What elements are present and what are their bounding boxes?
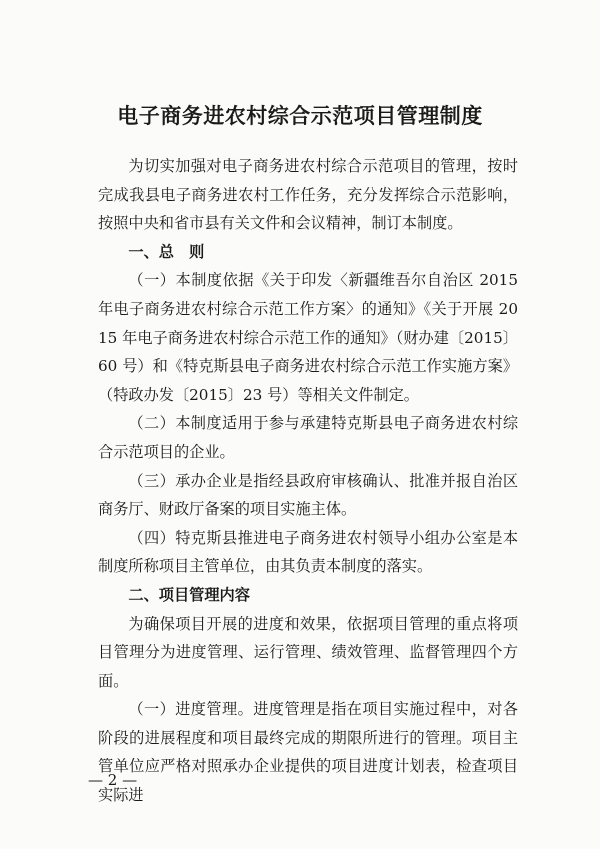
clause-paragraph-4: （四）特克斯县推进电子商务进农村领导小组办公室是本制度所称项目主管单位，由其负责本制度的落实。 [98,528,518,576]
progress-management-paragraph: （一）进度管理。进度管理是指在项目实施过程中，对各阶段的进展程度和项目最终完成的期限所进行的管理。项目主管单位应严格对照承办企业提供的项目进度计划表，检查项目实际进 [98,700,518,805]
clause-paragraph-1: （一）本制度依据《关于印发〈新疆维吾尔自治区 2015 年电子商务进农村综合示范工作方案〉的通知》《关于开展 2015 年电子商务进农村综合示范工作的通知》（财办建〔2015〕60 号）和《特克斯县电子商务进农村综合示范工作实施方案》（特政办发〔2015〕23 号）等相关文件制定。 [98,271,518,404]
management-intro-paragraph: 为确保项目开展的进度和效果，依据项目管理的重点将项目管理分为进度管理、运行管理、绩效管理、监督管理四个方面。 [98,614,518,690]
document-body [98,152,518,810]
page-number: — 2 — [88,771,138,789]
clause-paragraph-3: （三）承办企业是指经县政府审核确认、批准并报自治区商务厅、财政厅备案的项目实施主体。 [98,471,518,519]
clause-paragraph-2: （二）本制度适用于参与承建特克斯县电子商务进农村综合示范项目的企业。 [98,414,518,461]
intro-paragraph: 为切实加强对电子商务进农村综合示范项目的管理，按时完成我县电子商务进农村工作任务，充分发挥综合示范影响，按照中央和省市县有关文件和会议精神，制订本制度。 [98,157,518,233]
section-heading-general: 一、总 则 [128,242,205,261]
document-title: 电子商务进农村综合示范项目管理制度 [117,103,483,128]
section-heading-management: 二、项目管理内容 [128,585,250,604]
